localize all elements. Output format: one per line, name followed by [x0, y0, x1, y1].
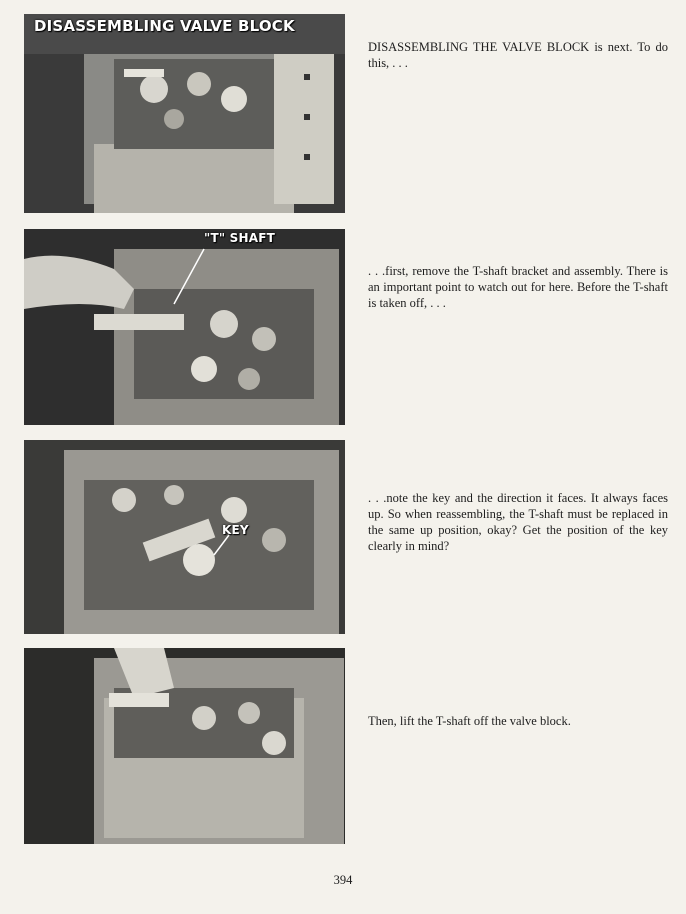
valve-block-photo-1 — [24, 14, 345, 213]
photo-1-label: DISASSEMBLING VALVE BLOCK — [34, 17, 295, 35]
valve-block-photo-4 — [24, 648, 345, 844]
caption-3: . . .note the key and the direction it faces. It always faces up. So when reassembling, the T-shaft must be replaced in the same up position, okay? Get the position of the key clearly in mind? — [368, 491, 668, 553]
photo-3-label: KEY — [222, 523, 249, 537]
valve-block-photo-2 — [24, 229, 345, 425]
page-number: 394 — [333, 873, 353, 887]
photo-2-label: "T" SHAFT — [204, 231, 276, 245]
caption-1: DISASSEMBLING THE VALVE BLOCK is next. To do this, . . . — [368, 40, 668, 70]
valve-block-photo-3 — [24, 440, 345, 634]
caption-4: Then, lift the T-shaft off the valve block. — [368, 714, 571, 728]
caption-2: . . .first, remove the T-shaft bracket and assembly. There is an important point to watch out for here. Before the T-shaft is taken off, . . . — [368, 264, 668, 310]
